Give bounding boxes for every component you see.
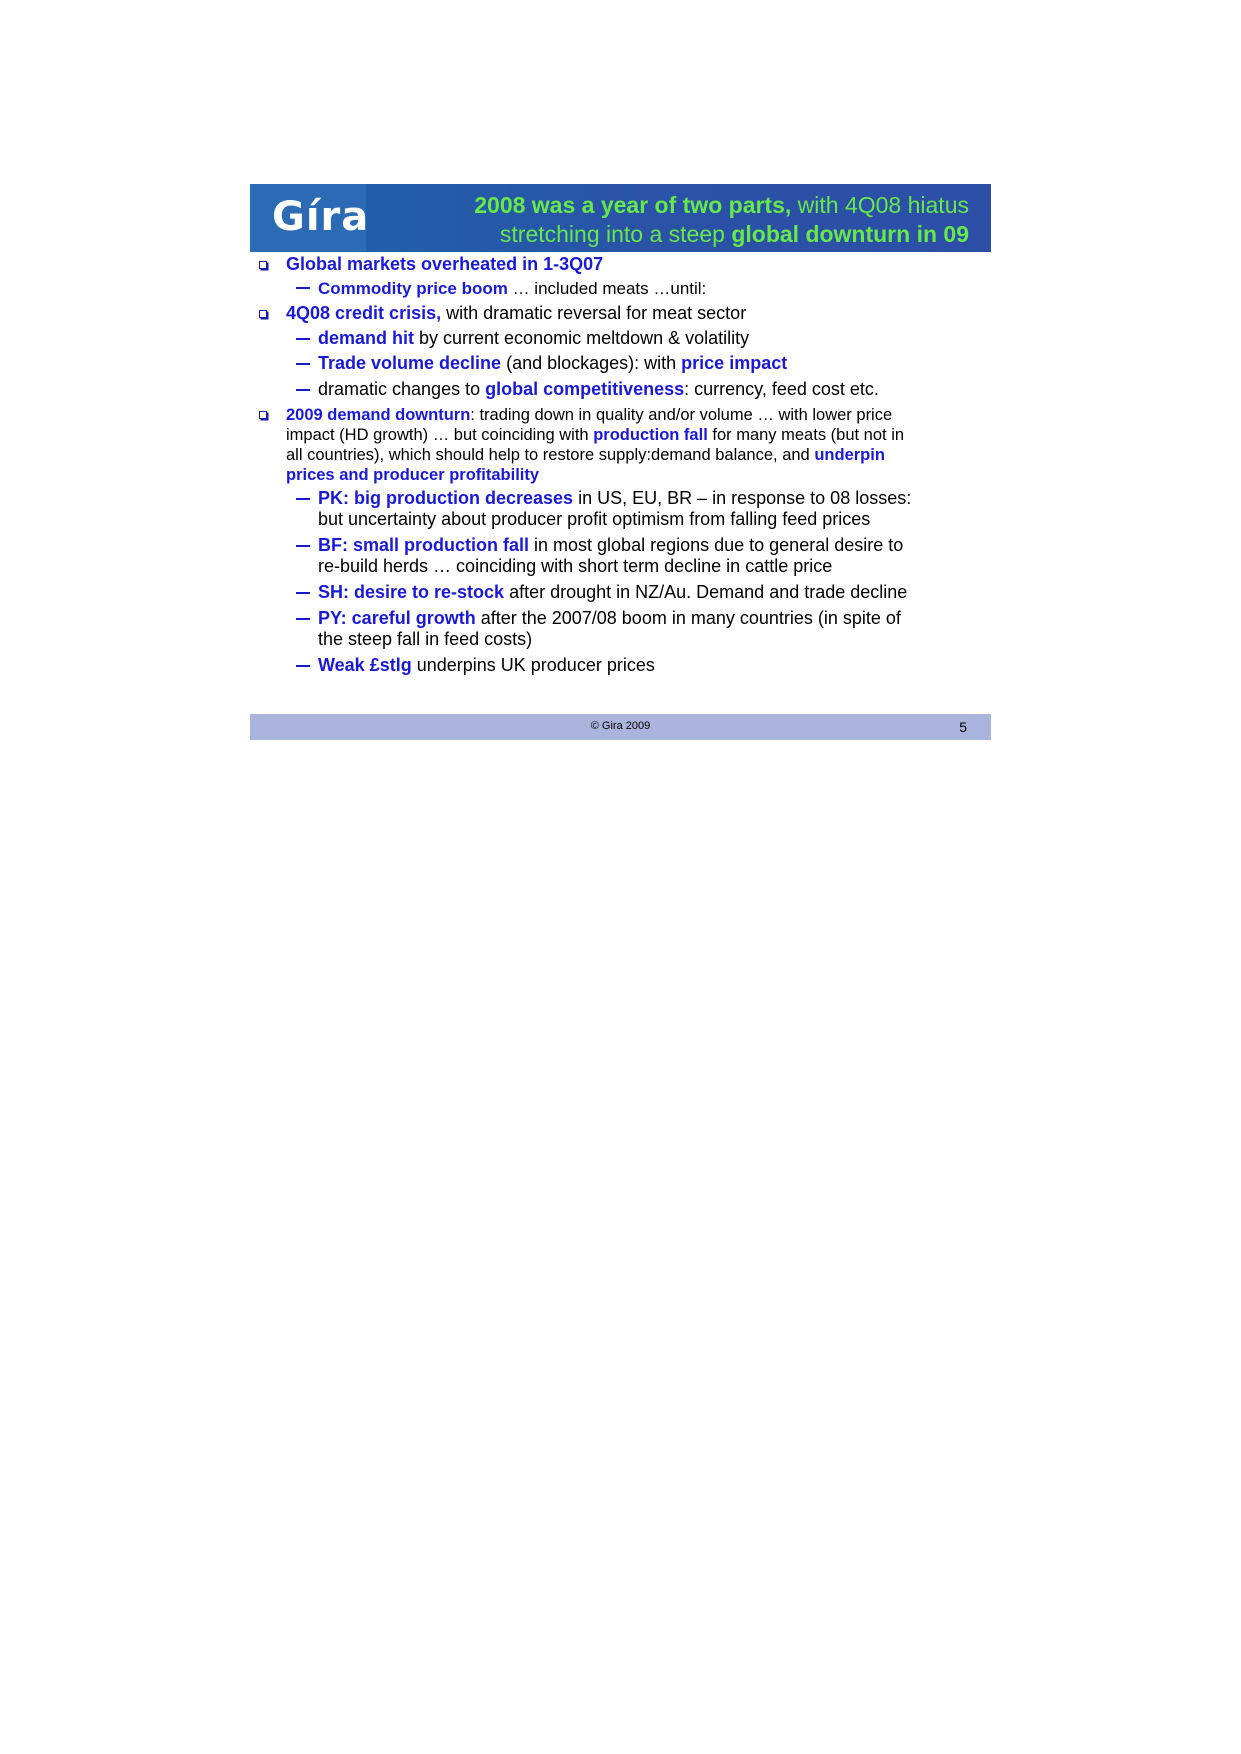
dash-icon: [296, 287, 310, 289]
sub-line2: but uncertainty about producer profit optimism from falling feed prices: [318, 509, 871, 529]
sub-text: by current economic meltdown & volatility: [414, 328, 750, 348]
page-number: 5: [959, 719, 967, 735]
sub-bold: Weak £stlg: [318, 655, 412, 675]
logo-text: Gíra: [272, 194, 370, 240]
slide: [250, 184, 991, 740]
dash-icon: [296, 363, 310, 365]
dash-icon: [296, 618, 310, 620]
sub-bold: SH: desire to re-stock: [318, 582, 505, 602]
bullet-square-icon: [259, 310, 267, 318]
sub-bold-2: price impact: [681, 353, 788, 373]
sub-line2: re-build herds … coinciding with short term decline in cattle price: [318, 556, 833, 576]
title-line1-normal: with 4Q08 hiatus: [791, 192, 969, 218]
sub-bold: demand hit: [318, 328, 415, 348]
title-line1-bold: 2008 was a year of two parts,: [474, 192, 792, 218]
bullet-bold: 2009 demand downturn: [286, 406, 471, 424]
bullet-text: with dramatic reversal for meat sector: [441, 303, 747, 323]
bullet-bold: prices and producer profitability: [286, 466, 540, 484]
sub-text: (and blockages): with: [501, 353, 682, 373]
bullet-text: : trading down in quality and/or volume … with lower price: [470, 406, 893, 424]
dash-icon: [296, 592, 310, 594]
slide-footer: [250, 714, 991, 740]
sub-line2: the steep fall in feed costs): [318, 629, 533, 649]
sub-text: … included meats …until:: [507, 279, 707, 298]
dash-icon: [296, 665, 310, 667]
sub-text: after drought in NZ/Au. Demand and trade decline: [504, 582, 908, 602]
dash-icon: [296, 338, 310, 340]
title-line2-bold: global downturn in 09: [731, 221, 969, 247]
sub-text: in most global regions due to general desire to: [529, 535, 904, 555]
sub-bold: Trade volume decline: [318, 353, 502, 373]
copyright-text: © Gira 2009: [590, 720, 651, 732]
title-line2-normal: stretching into a steep: [499, 221, 732, 247]
dash-icon: [296, 545, 310, 547]
slide-header: [250, 184, 991, 252]
bullet-bold: production fall: [593, 426, 708, 444]
sub-bold: PK: big production decreases: [318, 488, 574, 508]
bullet-square-icon: [259, 411, 267, 419]
sub-text: : currency, feed cost etc.: [684, 379, 879, 399]
sub-bold: BF: small production fall: [318, 535, 530, 555]
bullet-square-icon: [259, 261, 267, 269]
sub-bold: PY: careful growth: [318, 608, 476, 628]
sub-text: after the 2007/08 boom in many countries (in spite of: [475, 608, 901, 628]
gira-logo: [250, 184, 370, 252]
sub-pre: dramatic changes to: [318, 379, 486, 399]
sub-bold: Commodity price boom: [318, 279, 508, 298]
dash-icon: [296, 498, 310, 500]
slide-title: [369, 191, 969, 249]
bullet-text-2: for many meats (but not in: [707, 426, 905, 444]
sub-bold: global competitiveness: [485, 379, 685, 399]
sub-text: underpins UK producer prices: [411, 655, 655, 675]
bullet-text: Global markets overheated in 1-3Q07: [286, 254, 604, 274]
bullet-bold: underpin: [814, 446, 885, 464]
bullet-text: impact (HD growth) … but coinciding with: [286, 426, 594, 444]
dash-icon: [296, 389, 310, 391]
sub-text: in US, EU, BR – in response to 08 losses:: [573, 488, 912, 508]
bullet-bold: 4Q08 credit crisis,: [286, 303, 442, 323]
bullet-text: all countries), which should help to restore supply:demand balance, and: [286, 446, 815, 464]
